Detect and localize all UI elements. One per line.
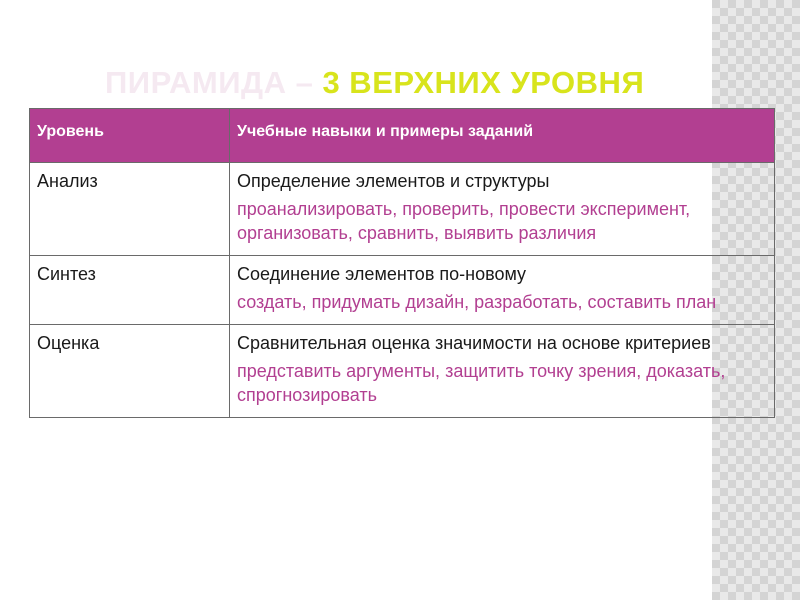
- levels-table: [29, 108, 775, 418]
- skills-cell: [230, 163, 775, 256]
- skill-title: Сравнительная оценка значимости на основе критериев: [237, 333, 711, 353]
- slide-title: [105, 60, 644, 106]
- level-cell: Оценка: [30, 325, 230, 418]
- table-header-row: [30, 109, 775, 163]
- skill-examples: представить аргументы, защитить точку зрения, доказать, спрогнозировать: [237, 361, 726, 405]
- skill-title: Определение элементов и структуры: [237, 171, 550, 191]
- table-row: [30, 163, 775, 256]
- skills-cell: [230, 325, 775, 418]
- slide-title-accent: 3 ВЕРХНИХ УРОВНЯ: [322, 65, 645, 100]
- level-cell: Анализ: [30, 163, 230, 256]
- header-level: Уровень: [30, 109, 230, 163]
- slide-title-faded: ПИРАМИДА –: [105, 65, 323, 100]
- skills-cell: [230, 256, 775, 325]
- level-cell: Синтез: [30, 256, 230, 325]
- skill-examples: создать, придумать дизайн, разработать, составить план: [237, 292, 717, 312]
- header-skills: Учебные навыки и примеры заданий: [230, 109, 775, 163]
- skill-title: Соединение элементов по-новому: [237, 264, 527, 284]
- table-row: [30, 256, 775, 325]
- table-row: [30, 325, 775, 418]
- skill-examples: проанализировать, проверить, провести эксперимент, организовать, сравнить, выявить различия: [237, 199, 691, 243]
